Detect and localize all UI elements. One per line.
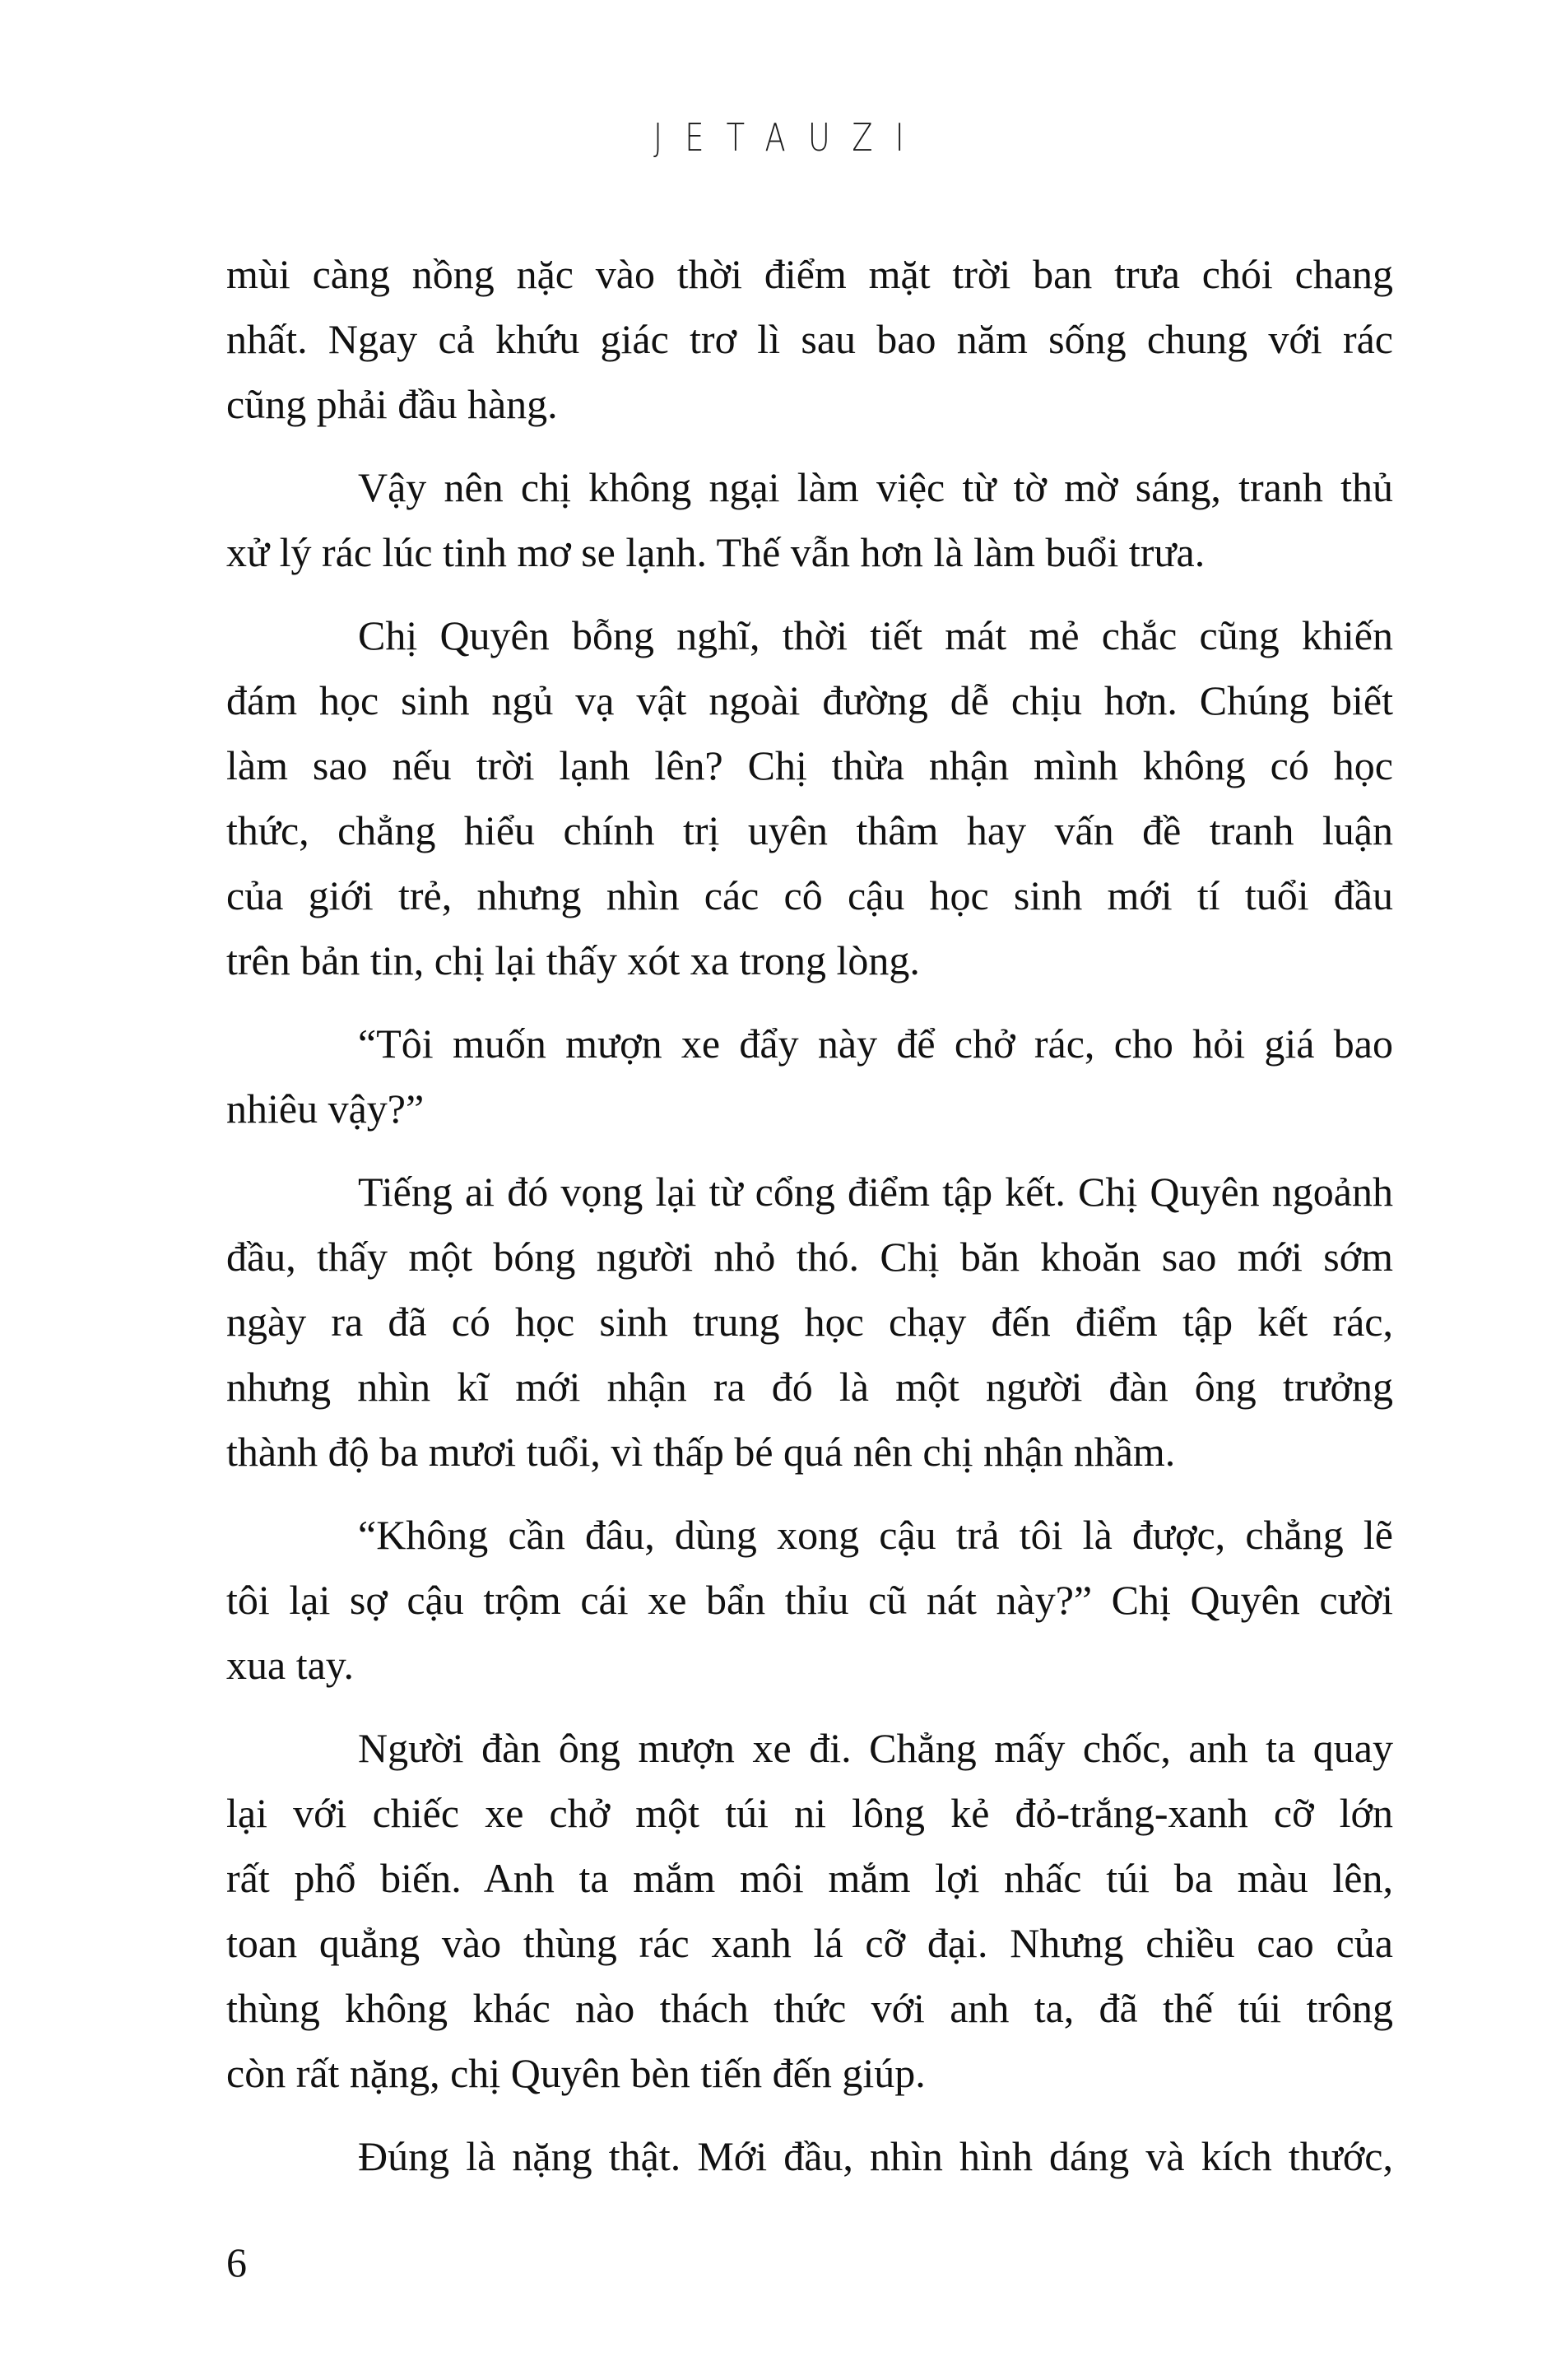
text-line: cũng phải đầu hàng. bbox=[226, 381, 558, 427]
text-line: “Tôi muốn mượn xe đẩy này để chở rác, cho hỏi giá bao bbox=[358, 1020, 1393, 1067]
text-line: mùi càng nồng nặc vào thời điểm mặt trời ban trưa chói chang bbox=[226, 251, 1393, 297]
paragraph bbox=[226, 1716, 1393, 2106]
paragraph bbox=[226, 603, 1393, 993]
paragraph bbox=[226, 1011, 1393, 1141]
text-line: “Không cần đâu, dùng xong cậu trả tôi là được, chẳng lẽ bbox=[358, 1512, 1393, 1558]
text-line: làm sao nếu trời lạnh lên? Chị thừa nhận mình không có học bbox=[226, 742, 1393, 788]
text-line: lại với chiếc xe chở một túi ni lông kẻ đỏ-trắng-xanh cỡ lớn bbox=[226, 1790, 1393, 1836]
text-line: Người đàn ông mượn xe đi. Chẳng mấy chốc, anh ta quay bbox=[358, 1725, 1393, 1771]
text-line: rất phổ biến. Anh ta mắm môi mắm lợi nhấc túi ba màu lên, bbox=[226, 1855, 1393, 1901]
text-line: còn rất nặng, chị Quyên bèn tiến đến giúp. bbox=[226, 2050, 926, 2096]
text-line: nhất. Ngay cả khứu giác trơ lì sau bao năm sống chung với rác bbox=[226, 316, 1393, 362]
paragraph bbox=[226, 242, 1393, 437]
text-line: xử lý rác lúc tinh mơ se lạnh. Thế vẫn hơn là làm buổi trưa. bbox=[226, 529, 1206, 575]
running-header: JETAUZI bbox=[653, 115, 927, 160]
paragraph bbox=[226, 455, 1393, 585]
paragraph bbox=[226, 1503, 1393, 1698]
page-body bbox=[226, 242, 1393, 2207]
page-number: 6 bbox=[226, 2239, 247, 2285]
text-line: trên bản tin, chị lại thấy xót xa trong lòng. bbox=[226, 937, 920, 983]
text-line: đầu, thấy một bóng người nhỏ thó. Chị băn khoăn sao mới sớm bbox=[226, 1234, 1393, 1280]
text-line: nhiêu vậy?” bbox=[226, 1085, 425, 1132]
text-line: Đúng là nặng thật. Mới đầu, nhìn hình dáng và kích thước, bbox=[358, 2133, 1393, 2179]
paragraph bbox=[226, 2124, 1393, 2189]
text-line: tôi lại sợ cậu trộm cái xe bẩn thỉu cũ nát này?” Chị Quyên cười bbox=[226, 1577, 1393, 1623]
text-line: Vậy nên chị không ngại làm việc từ tờ mờ sáng, tranh thủ bbox=[358, 464, 1393, 510]
text-line: thùng không khác nào thách thức với anh ta, đã thế túi trông bbox=[226, 1985, 1393, 2031]
text-line: toan quẳng vào thùng rác xanh lá cỡ đại. Nhưng chiều cao của bbox=[226, 1920, 1393, 1966]
text-line: xua tay. bbox=[226, 1642, 355, 1688]
text-line: thành độ ba mươi tuổi, vì thấp bé quá nên chị nhận nhầm. bbox=[226, 1429, 1176, 1475]
text-line: ngày ra đã có học sinh trung học chạy đến điểm tập kết rác, bbox=[226, 1299, 1393, 1345]
text-line: Tiếng ai đó vọng lại từ cổng điểm tập kết. Chị Quyên ngoảnh bbox=[358, 1169, 1393, 1215]
text-line: nhưng nhìn kĩ mới nhận ra đó là một người đàn ông trưởng bbox=[226, 1364, 1393, 1410]
text-line: đám học sinh ngủ vạ vật ngoài đường dễ chịu hơn. Chúng biết bbox=[226, 677, 1393, 723]
text-line: Chị Quyên bỗng nghĩ, thời tiết mát mẻ chắc cũng khiến bbox=[358, 612, 1393, 658]
text-line: thức, chẳng hiểu chính trị uyên thâm hay vấn đề tranh luận bbox=[226, 807, 1393, 853]
paragraph bbox=[226, 1160, 1393, 1485]
text-line: của giới trẻ, nhưng nhìn các cô cậu học sinh mới tí tuổi đầu bbox=[226, 872, 1393, 918]
